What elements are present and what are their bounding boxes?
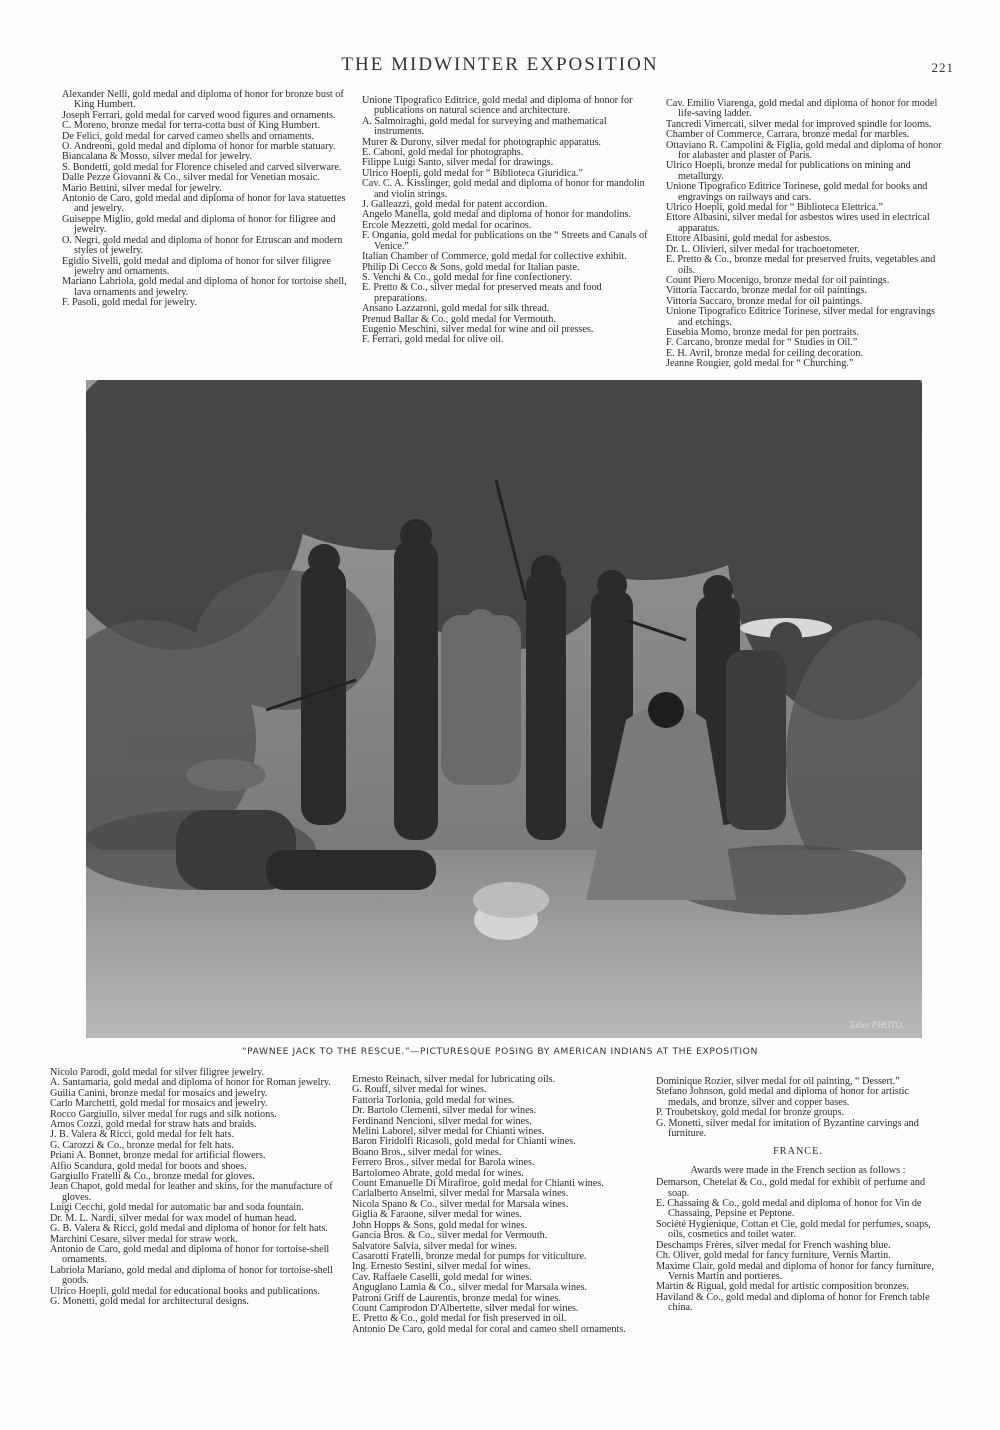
award-entry: F. Ferrari, gold medal for olive oil. [362,334,504,346]
award-entry: Bartolomeo Abrate, gold medal for wines. [352,1167,524,1179]
award-entry: G. Carozzi & Co., bronze medal for felt hats. [50,1139,234,1151]
france-heading: FRANCE. [773,1146,823,1158]
award-entry: Joseph Ferrari, gold medal for carved wood figures and ornaments. [62,109,336,121]
award-entry: Dr. M. L. Nardi, silver medal for wax model of human head. [50,1212,297,1224]
award-entry: Vittoria Taccardo, bronze medal for oil paintings. [666,285,868,297]
award-entry: G. Monetti, silver medal for imitation of Byzantine carvings and furniture. [656,1117,919,1140]
award-entry: Dominique Rozier, silver medal for oil painting, “ Dessert.” [656,1076,900,1087]
award-entry: Giglia & Faraone, silver medal for wines. [352,1209,522,1221]
award-entry: Patroni Griff de Laurentis, bronze medal for wines. [352,1292,561,1304]
awards-column-top-2 [362,96,650,346]
award-entry: C. Moreno, bronze medal for terra-cotta bust of King Humbert. [62,120,321,132]
award-entry: E. Caboni, gold medal for photographs. [362,147,524,159]
award-entry: Egidio Sivelli, gold medal and diploma of honor for silver filigree jewelry and ornaments. [62,255,332,277]
award-entry: Ansano Lazzaroni, gold medal for silk thread. [362,303,550,315]
award-entry: Dalle Pezze Giovanni & Co., silver medal for Venetian mosaic. [62,172,320,184]
award-entry: Haviland & Co., gold medal and diploma of honor for French table china. [656,1291,930,1314]
award-entry: Ulrico Hoepli, gold medal for “ Biblioteca Elettrica.” [666,202,883,214]
award-entry: J. B. Valera & Ricci, gold medal for felt hats. [50,1129,234,1141]
photo-credit: Taber PHOTO. [848,1020,904,1030]
award-entry: Ferrero Bros., silver medal for Barola wines. [352,1157,535,1169]
award-entry: Société Hygienique, Cottan et Cie, gold medal for perfumes, soaps, oils, cosmetics and toilet water. [656,1218,931,1241]
award-entry: Alexander Nelli, gold medal and diploma of honor for bronze bust of King Humbert. [62,89,344,111]
award-entry: Dr. L. Olivieri, silver medal for trachoetometer. [666,243,860,255]
award-entry: E. Pretto & Co., silver medal for preserved meats and food preparations. [362,282,602,304]
award-entry: Luigi Cecchi, gold medal for automatic bar and soda fountain. [50,1202,304,1214]
award-entry: Vittoria Saccaro, bronze medal for oil paintings. [666,295,863,307]
award-entry: Eusebia Momo, bronze medal for pen portraits. [666,326,859,338]
award-entry: Melini Laborel, silver medal for Chianti wines. [352,1126,545,1138]
award-entry: O. Andreoni, gold medal and diploma of honor for marble statuary. [62,141,336,153]
award-entry: Carlo Marchetti, gold medal for mosaics and jewelry. [50,1098,268,1110]
award-entry: Baron Firidolfi Ricasoli, gold medal for Chianti wines. [352,1136,576,1148]
award-entry: Cav. C. A. Kisslinger, gold medal and diploma of honor for mandolin and violin strings. [362,178,645,200]
award-entry: G. Rouff, silver medal for wines. [352,1084,487,1096]
award-entry: Murer & Durony, silver medal for photographic apparatus. [362,136,601,148]
award-entry: Unione Tipografico Editrice, gold medal and diploma of honor for publications on natural science and architecture. [362,95,633,117]
pawnee-jack-photograph [86,380,922,1038]
award-entry: Guiseppe Miglio, gold medal and diploma of honor for filigree and jewelry. [62,213,336,236]
award-entry: Casarotti Fratelli, bronze medal for pumps for viticulture. [352,1250,587,1262]
award-entry: Rocco Gargiullo, silver medal for rugs and silk notions. [50,1108,277,1120]
award-entry: G. B. Valera & Ricci, gold medal and diploma of honor for felt hats. [50,1223,328,1235]
award-entry: F. Carcano, bronze medal for “ Studies in Oil.” [666,337,858,349]
award-entry: Tancredi Vimercati, silver medal for improved spindle for looms. [666,118,932,130]
award-entry: Ercole Mezzetti, gold medal for ocarinos. [362,219,532,231]
award-entry: Stefano Johnson, gold medal and diploma of honor for artistic medals, and bronze, silver and copper bases. [656,1086,909,1108]
awards-column-bottom-3 [656,1077,940,1314]
award-entry: John Hopps & Sons, gold medal for wines. [352,1219,528,1231]
award-entry: Deschamps Frères, silver medal for French washing blue. [656,1239,891,1251]
award-entry: Amos Cozzi, gold medal for straw hats and braids. [50,1119,257,1131]
award-entry: Priani A. Bonnet, bronze medal for artificial flowers. [50,1150,266,1162]
award-entry: Ferdinand Nencioni, silver medal for wines. [352,1115,532,1127]
award-entry: F. Ongania, gold medal for publications on the “ Streets and Canals of Venice.” [362,230,648,252]
photo-caption: “PAWNEE JACK TO THE RESCUE.”—PICTURESQUE POSING BY AMERICAN INDIANS AT THE EXPOSITION [242,1046,758,1057]
award-entry: Mariano Labriola, gold medal and diploma of honor for tortoise shell, lava ornaments and jewelry. [62,276,347,298]
award-entry: A. Santamaria, gold medal and diploma of honor for Roman jewelry. [50,1077,331,1089]
award-entry: Philip Di Cecco & Sons, gold medal for Italian paste. [362,261,580,273]
award-entry: Count Camprodon D'Albertette, silver medal for wines. [352,1302,579,1314]
award-entry: Ch. Oliver, gold medal for fancy furniture, Vernis Martin. [656,1250,891,1262]
award-entry: Labriola Mariano, gold medal and diploma of honor for tortoise-shell goods. [50,1264,333,1287]
award-entry: Unione Tipografico Editrice Torinese, gold medal for books and engravings on railways and cars. [666,181,928,203]
award-entry: Filippe Luigi Santo, silver medal for drawings. [362,157,554,169]
awards-column-top-3 [666,99,946,370]
award-entry: Count Emanuelle Di Mirafiroe, gold medal for Chianti wines. [352,1178,604,1190]
award-entry: G. Monetti, gold medal for architectural designs. [50,1295,249,1307]
award-entry: Ing. Ernesto Sestini, silver medal for wines. [352,1261,531,1273]
award-entry: Maxime Clair, gold medal and diploma of honor for fancy furniture, Vernis Martin and portieres. [656,1260,934,1282]
award-entry: Antonio De Caro, gold medal for coral and cameo shell ornaments. [352,1323,626,1335]
award-entry: P. Troubetskoy, gold medal for bronze groups. [656,1107,845,1119]
page-number: 221 [931,60,954,75]
france-intro: Awards were made in the French section as follows : [690,1164,906,1176]
award-entry: E. Chassaing & Co., gold medal and diploma of honor for Vin de Chassaing, Pepsine et Peptone. [656,1198,922,1220]
award-entry: Unione Tipografico Editrice Torinese, silver medal for engravings and etchings. [666,306,936,328]
page-title: THE MIDWINTER EXPOSITION [341,54,659,75]
award-entry: Antonio de Caro, gold medal and diploma of honor for tortoise-shell ornaments. [50,1243,330,1266]
award-entry: Nicola Spano & Co., silver medal for Marsala wines. [352,1198,569,1210]
award-entry: O. Negri, gold medal and diploma of honor for Etruscan and modern styles of jewelry. [62,234,343,257]
award-entry: Boano Bros., silver medal for wines. [352,1146,502,1158]
award-entry: Cav. Raffaele Caselli, gold medal for wines. [352,1271,532,1283]
award-entry: Cav. Emilio Viarenga, gold medal and diploma of honor for model life-saving ladder. [666,98,938,120]
award-entry: Mario Bettini, silver medal for jewelry. [62,182,222,194]
award-entry: Dr. Bartolo Clementi, silver medal for wines. [352,1105,537,1117]
award-entry: Nicolo Parodi, gold medal for silver filigree jewelry. [50,1067,265,1078]
award-entry: Alfio Scandura, gold medal for boots and shoes. [50,1160,247,1172]
award-entry: E. H. Avril, bronze medal for ceiling decoration. [666,347,863,359]
award-entry: Prenud Ballar & Co., gold medal for Vermouth. [362,313,556,325]
award-entry: Demarson, Chetelat & Co., gold medal for exhibit of perfume and soap. [656,1177,926,1199]
award-entry: Anguglano Lamia & Co., silver medal for Marsala wines. [352,1282,588,1294]
award-entry: Biancalana & Mosso, silver medal for jewelry. [62,151,253,163]
award-entry: Count Piero Mocenigo, bronze medal for oil paintings. [666,274,890,286]
award-entry: Gargiullo Fratelli & Co., bronze medal for gloves. [50,1171,255,1183]
award-entry: E. Pretto & Co., bronze medal for preserved fruits, vegetables and oils. [666,254,936,276]
award-entry: Ottaviano R. Campolini & Figlia, gold medal and diploma of honor for alabaster and plaster of Paris. [666,139,942,162]
award-entry: De Felici, gold medal for carved cameo shells and ornaments. [62,130,315,142]
photo-scene-illustration [86,380,922,1038]
award-entry: Ulrico Hoepli, gold medal for “ Biblioteca Giuridica.” [362,167,583,179]
awards-column-top-1 [62,90,347,309]
award-entry: Marchini Cesare, silver medal for straw work. [50,1233,238,1245]
award-entry: Ettore Albasini, silver medal for asbestos wires used in electrical apparatus. [666,212,930,234]
award-entry: Ulrico Hoepli, gold medal for educational books and publications. [50,1285,320,1297]
awards-column-bottom-1 [50,1068,338,1307]
award-entry: Ulrico Hoepli, bronze medal for publications on mining and metallurgy. [666,160,911,182]
award-entry: Antonio de Caro, gold medal and diploma of honor for lava statuettes and jewelry. [62,193,346,215]
award-entry: Jean Chapot, gold medal for leather and skins, for the manufacture of gloves. [50,1181,333,1203]
award-entry: Ettore Albasini, gold medal for asbestos. [666,233,832,245]
award-entry: Angelo Manella, gold medal and diploma of honor for mandolins. [362,209,632,221]
award-entry: Jeanne Rougier, gold medal for “ Churching.” [666,358,854,370]
award-entry: E. Pretto & Co., gold medal for fish preserved in oil. [352,1313,567,1325]
award-entry: Eugenio Meschini, silver medal for wine and oil presses. [362,323,594,335]
award-entry: Martin & Rigual, gold medal for artistic composition bronzes. [656,1281,909,1293]
france-awards-list [656,1178,940,1313]
award-entry: Gancia Bros. & Co., silver medal for Vermouth. [352,1230,548,1242]
award-entry: Ernesto Reinach, silver medal for lubricating oils. [352,1074,556,1085]
award-entry: J. Galleazzi, gold medal for patent accordion. [362,199,548,211]
award-entry: Chamber of Commerce, Carrara, bronze medal for marbles. [666,129,910,141]
awards-list-bottom-3 [656,1077,940,1139]
award-entry: Salvatore Salvia, silver medal for wines. [352,1240,517,1252]
award-entry: Guilia Canini, bronze medal for mosaics and jewelry. [50,1087,268,1099]
award-entry: Fattoria Torlonia, gold medal for wines. [352,1094,515,1106]
award-entry: Carlalberto Anselmi, silver medal for Marsala wines. [352,1188,569,1200]
award-entry: F. Pasoli, gold medal for jewelry. [62,297,197,309]
awards-column-bottom-2 [352,1075,642,1335]
award-entry: Italian Chamber of Commerce, gold medal for collective exhibit. [362,251,627,263]
award-entry: A. Salmoiraghi, gold medal for surveying and mathematical instruments. [362,115,607,138]
award-entry: S. Bondetti, gold medal for Florence chiseled and carved silverware. [62,161,342,173]
award-entry: S. Venchi & Co., gold medal for fine confectionery. [362,271,573,283]
